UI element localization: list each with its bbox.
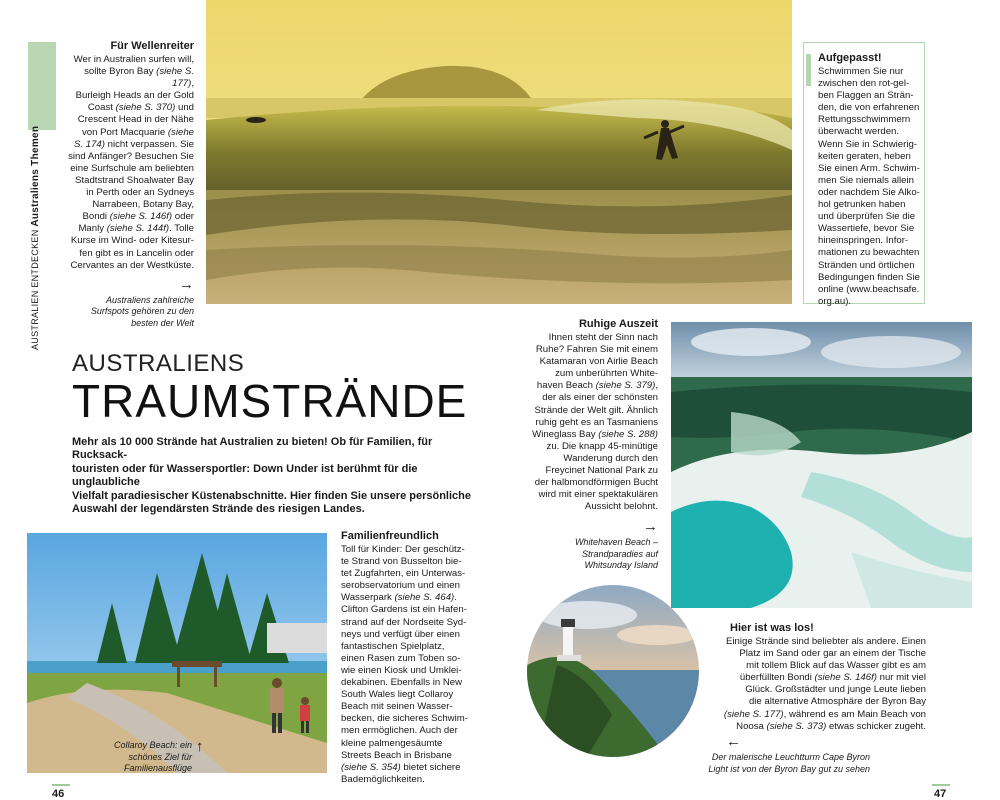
page-number-rule-right (932, 784, 950, 786)
page-number-right: 47 (934, 788, 947, 800)
text-line: zum unberührten White- (555, 368, 658, 380)
text-line: South Wales liegt Collaroy (341, 689, 454, 701)
text-line: Katamaran von Airlie Beach (539, 356, 658, 368)
caption-line: Strandparadies auf (581, 548, 658, 559)
arrow-up-icon: ↑ (196, 738, 204, 755)
surf-photo (206, 0, 792, 304)
running-head-kicker: AUSTRALIEN ENTDECKEN (30, 229, 40, 350)
caption-line: Der malerische Leuchtturm Cape Byron (711, 752, 870, 762)
text-line: Streets Beach in Brisbane (341, 749, 452, 761)
text-line: Wer in Australien surfen will, (73, 54, 194, 65)
page-reference: (siehe S. 177) (156, 66, 194, 90)
page-reference: (siehe S. 288) (598, 428, 658, 440)
text-line: und überprüfen Sie die (818, 211, 916, 223)
caption-line: schönes Ziel für (128, 751, 192, 762)
text-line: Bondi (siehe S. 146f) oder (82, 211, 194, 223)
hier-heading: Hier ist was los! (730, 622, 814, 634)
text-line: mit tollem Blick auf das Wasser gibt es am (746, 660, 926, 672)
lead-line: Auswahl der legendärsten Strände des riesigen Landes. (72, 503, 365, 516)
cape-byron-photo-caption (700, 752, 870, 775)
page-title (72, 350, 468, 427)
arrow-right-icon: → (179, 275, 194, 293)
text-line: Bedingungen finden Sie (818, 271, 920, 283)
text-line: dekabinen. Ebenfalls in New (341, 677, 463, 689)
text-line: Wineglass Bay (siehe S. 288) (532, 428, 658, 440)
text-line: einen Rasen zum Toben so- (341, 652, 461, 664)
familien-text (341, 544, 481, 786)
lead-line: Mehr als 10 000 Strände hat Australien zu bieten! Ob für Familien, für Rucksack- (72, 436, 433, 462)
text-line: in Perth oder an Sydneys (86, 187, 194, 199)
text-line: Wassertiefe, bevor Sie (818, 223, 915, 235)
text-line: fen gibt es in Lancelin oder (79, 247, 194, 259)
text-line: Manly (siehe S. 144f). Tolle (78, 223, 194, 235)
caption-line: Surfspots gehören zu den (90, 306, 194, 317)
text-line: (siehe S. 177), während es am Main Beach von (723, 708, 926, 720)
caption-line: Australiens zahlreiche (105, 294, 194, 305)
hier-block (730, 622, 960, 636)
text-line: Clifton Gardens ist ein Hafen- (341, 604, 467, 616)
text-line: haven Beach (siehe S. 379), (536, 380, 658, 392)
hier-text (700, 636, 926, 733)
text-line: fantastischen Spielplatz, (341, 640, 445, 652)
aufgepasst-text (818, 66, 922, 308)
text-line: Einige Strände sind beliebter als andere. Einen (725, 636, 926, 647)
arrow-right-icon: → (643, 518, 658, 536)
text-line: Cervantes an der Westküste. (70, 259, 194, 271)
lead-line: Vielfalt paradiesischer Küstenabschnitte. Hier finden Sie unsere persönliche (72, 489, 471, 502)
page-reference: (siehe S. 373) (766, 720, 827, 732)
text-line: men ermöglichen. Auch der (341, 725, 458, 737)
text-line: Coast (siehe S. 370) und (87, 102, 194, 114)
text-line: Ihnen steht der Sinn nach (548, 332, 658, 343)
running-head (30, 126, 41, 350)
text-line: Wenn Sie in Schwierig- (818, 138, 918, 150)
text-line: Kurse im Wind- oder Kitesur- (70, 235, 194, 247)
text-line: Beach mit seinen Wasser- (341, 701, 453, 713)
text-line: überfüllten Bondi (siehe S. 146f) nur mit viel (739, 672, 926, 684)
text-line: (siehe S. 354) bietet sichere (341, 761, 461, 773)
caption-line: Light ist von der Byron Bay gut zu sehen (708, 763, 870, 774)
page-number-rule-left (52, 784, 70, 786)
text-line: Freycinet National Park zu (545, 465, 658, 477)
text-line: Aussicht belohnt. (584, 501, 658, 513)
aufgepasst-accent-bar (806, 54, 811, 86)
text-line: online (www.beachsafe. (818, 283, 920, 295)
collaroy-photo-caption (100, 740, 192, 775)
wellenreiter-heading: Für Wellenreiter (110, 40, 194, 52)
text-line: Platz im Sand oder gar an einem der Tische (739, 648, 926, 660)
caption-line: besten der Welt (131, 317, 194, 328)
text-line: Stränden und örtlichen (818, 259, 915, 271)
whitehaven-photo-caption (524, 537, 658, 572)
whitehaven-photo (671, 322, 972, 608)
text-line: Noosa (siehe S. 373) etwas schicker zugeht. (736, 720, 926, 732)
text-line: neys und verfügt über einen (341, 628, 460, 640)
collaroy-photo (27, 533, 327, 773)
text-line: mationen zu bewachten (818, 247, 920, 259)
title-line-1: AUSTRALIENS (72, 350, 245, 377)
text-line: der als einer der schönsten (542, 392, 658, 404)
text-line: sind Anfänger? Besuchen Sie (68, 150, 194, 162)
text-line: zu. Die knapp 45-minütige (546, 440, 658, 452)
text-line: te Strand von Busselton bie- (341, 556, 462, 568)
ruhige-text (524, 332, 658, 513)
caption-line: Whitsunday Island (584, 560, 658, 571)
text-line: ruhig geht es an Tasmaniens (535, 416, 658, 428)
page-number-left: 46 (52, 788, 65, 800)
wellenreiter-block (60, 40, 194, 329)
text-line: überwacht werden. (818, 126, 900, 138)
ruhige-block (524, 318, 658, 572)
running-head-section: Australiens Themen (30, 125, 41, 227)
page-reference: (siehe S. 146f) (109, 211, 173, 223)
text-line: kleine palmengesäumte (341, 737, 443, 749)
text-line: strand auf der Nordseite Syd- (341, 616, 467, 628)
cape-byron-photo (527, 585, 699, 757)
text-line: sollte Byron Bay (siehe S. 177), (84, 66, 194, 90)
text-line: der halbmondförmigen Bucht (534, 477, 658, 489)
page-reference: (siehe S. 370) (115, 102, 176, 114)
page-reference: (siehe S. 464) (394, 592, 455, 604)
text-line: Ruhe? Fahren Sie mit einem (535, 344, 658, 356)
caption-line: Whitehaven Beach – (574, 537, 658, 548)
text-line: Rettungsschwimmern (818, 114, 911, 126)
page-reference: S. 174) (74, 138, 105, 150)
text-line: Bademöglichkeiten. (341, 773, 425, 785)
text-line: den, die von erfahrenen (818, 102, 920, 114)
page-reference: (siehe S. 177) (723, 708, 784, 720)
text-line: Stadtstrand Shoalwater Bay (75, 174, 194, 186)
text-line: Wanderung durch den (563, 452, 658, 464)
text-line: wird mit einer spektakulären (538, 489, 658, 501)
text-line: org.au). (818, 295, 852, 307)
surf-photo-caption (60, 295, 194, 330)
aufgepasst-heading: Aufgepasst! (818, 52, 882, 64)
text-line: Burleigh Heads an der Gold (75, 90, 194, 102)
page-reference: (siehe (167, 126, 194, 138)
text-line: S. 174) nicht verpassen. Sie (74, 138, 194, 150)
text-line: Wasserpark (siehe S. 464). (341, 592, 457, 604)
text-line: eine Surfschule am beliebten (70, 162, 194, 174)
text-line: serobservatorium und einen (341, 580, 460, 592)
page-reference: (siehe S. 146f) (814, 672, 877, 684)
text-line: die alternative Atmosphäre der Byron Bay (748, 696, 926, 708)
arrow-left-icon: ← (726, 733, 741, 750)
text-line: tet Zugfahrten, ein Unterwas- (341, 568, 466, 580)
text-line: becken, die sicheres Schwim- (341, 713, 468, 725)
text-line: Strände der Welt gilt. Ähnlich (534, 404, 658, 416)
familien-block (341, 530, 481, 786)
text-line: zwischen den rot-gel- (818, 78, 910, 90)
text-line: hol getrunken haben (818, 199, 906, 211)
text-line: Schwimmen Sie nur (818, 66, 904, 77)
title-line-2: TRAUMSTRÄNDE (72, 375, 468, 427)
lead-paragraph (72, 436, 472, 516)
wellenreiter-text (60, 54, 194, 272)
text-line: Crescent Head in der Nähe (77, 114, 194, 126)
familien-heading: Familienfreundlich (341, 530, 439, 542)
caption-line: Familienausflüge (123, 763, 192, 773)
text-line: Toll für Kinder: Der geschütz- (341, 544, 465, 555)
text-line: wie einen Kiosk und Umklei- (341, 664, 462, 676)
page-reference: (siehe S. 144f) (106, 223, 170, 235)
caption-line: Collaroy Beach: ein (113, 740, 192, 750)
section-color-tab (28, 42, 56, 130)
page-reference: (siehe S. 354) (341, 761, 401, 773)
page-reference: (siehe S. 379) (595, 380, 656, 392)
text-line: hineinspringen. Infor- (818, 235, 909, 247)
text-line: von Port Macquarie (siehe (82, 126, 194, 138)
text-line: Narrabeen, Botany Bay, (92, 199, 194, 211)
text-line: keiten geraten, heben (818, 150, 911, 162)
text-line: Glück. Großstädter und junge Leute lieben (745, 684, 926, 696)
ruhige-heading: Ruhige Auszeit (578, 318, 658, 330)
text-line: ben Flaggen an Strän- (818, 90, 914, 102)
aufgepasst-block (818, 52, 922, 308)
text-line: men Sie niemals allein (818, 174, 914, 186)
text-line: Sie einen Arm. Schwim- (818, 162, 920, 174)
lead-line: touristen oder für Wassersportler: Down Under ist berühmt für die unglaubliche (72, 462, 418, 489)
text-line: oder nachdem Sie Alko- (818, 186, 920, 198)
